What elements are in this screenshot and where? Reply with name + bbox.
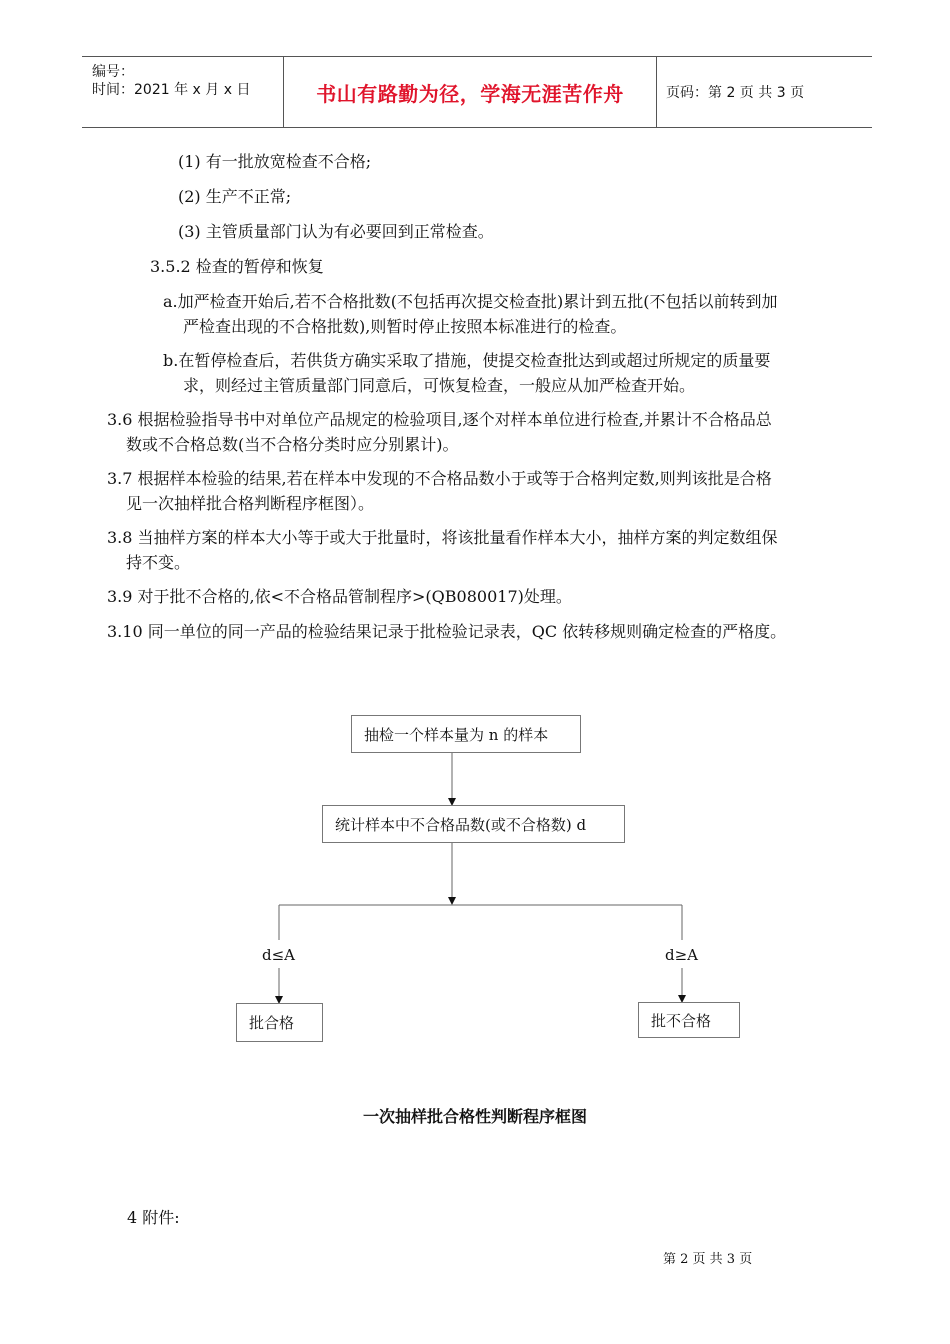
flow-box-reject: 批不合格 <box>638 1002 740 1038</box>
section-heading-3-5-2: 3.5.2 检查的暂停和恢复 <box>150 257 324 276</box>
paragraph-3-6-line-1: 3.6 根据检验指导书中对单位产品规定的检验项目,逐个对样本单位进行检查,并累计不合格品总 <box>107 410 772 429</box>
paragraph-a-line-1: a.加严检查开始后,若不合格批数(不包括再次提交检查批)累计到五批(不包括以前转到加 <box>163 292 778 311</box>
flow-box-count: 统计样本中不合格品数(或不合格数) d <box>322 805 625 843</box>
list-item-1: (1) 有一批放宽检查不合格; <box>178 152 372 171</box>
paragraph-3-8-line-2: 持不变。 <box>126 553 191 572</box>
paragraph-3-8-line-1: 3.8 当抽样方案的样本大小等于或大于批量时，将该批量看作样本大小，抽样方案的判定数组保 <box>107 528 778 547</box>
paragraph-3-9: 3.9 对于批不合格的,依<不合格品管制程序>(QB080017)处理。 <box>107 587 572 606</box>
document-time-label: 时间：2021 年 x 月 x 日 <box>92 82 251 98</box>
flow-condition-left: d≤A <box>262 946 296 964</box>
list-item-2: (2) 生产不正常; <box>178 187 292 206</box>
paragraph-3-7-line-1: 3.7 根据样本检验的结果,若在样本中发现的不合格品数小于或等于合格判定数,则判该批是合格 <box>107 469 772 488</box>
paragraph-b-line-1: b.在暂停检查后，若供货方确实采取了措施，使提交检查批达到或超过所规定的质量要 <box>163 351 771 370</box>
header-page-number: 页码：第 2 页 共 3 页 <box>666 85 805 101</box>
paragraph-a-line-2: 严检查出现的不合格批数),则暂时停止按照本标准进行的检查。 <box>183 317 627 336</box>
paragraph-3-6-line-2: 数或不合格总数(当不合格分类时应分别累计)。 <box>126 435 459 454</box>
page-footer: 第 2 页 共 3 页 <box>663 1252 753 1267</box>
flow-condition-right: d≥A <box>665 946 699 964</box>
flow-box-sample: 抽检一个样本量为 n 的样本 <box>351 715 581 753</box>
flowchart-caption: 一次抽样批合格性判断程序框图 <box>362 1107 587 1126</box>
header-motto: 书山有路勤为径，学海无涯苦作舟 <box>316 81 624 106</box>
list-item-3: (3) 主管质量部门认为有必要回到正常检查。 <box>178 222 494 241</box>
section-4-heading: 4 附件: <box>127 1208 180 1227</box>
flow-box-accept: 批合格 <box>236 1003 323 1042</box>
paragraph-3-7-line-2: 见一次抽样批合格判断程序框图）。 <box>126 494 375 513</box>
paragraph-b-line-2: 求，则经过主管质量部门同意后，可恢复检查，一般应从加严检查开始。 <box>183 376 696 395</box>
document-number-label: 编号： <box>92 64 134 80</box>
paragraph-3-10: 3.10 同一单位的同一产品的检验结果记录于批检验记录表，QC 依转移规则确定检查的严格度。 <box>107 622 787 641</box>
